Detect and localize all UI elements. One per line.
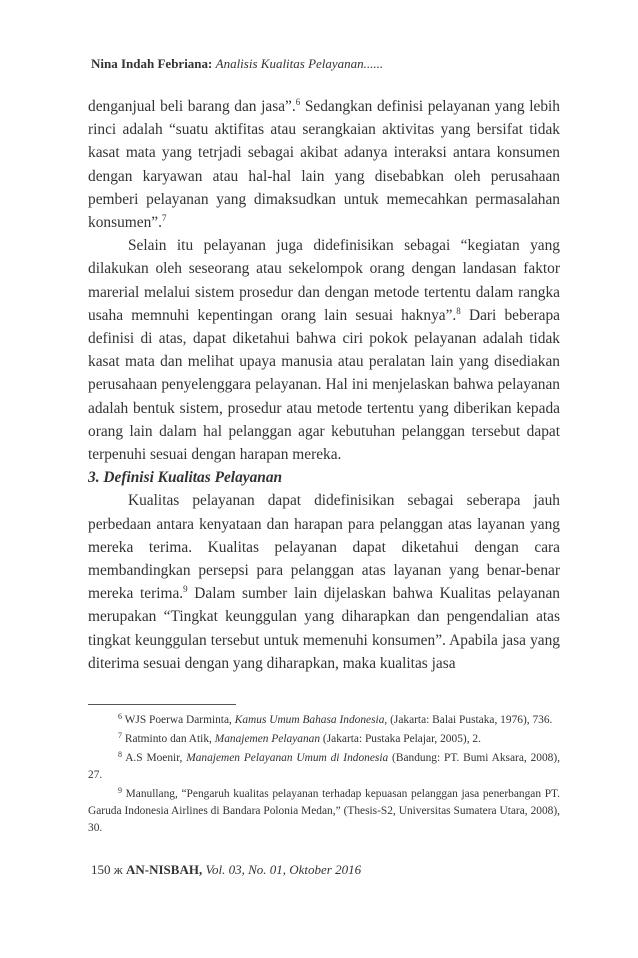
paragraph-3-text-a: Kualitas pelayanan dapat didefinisikan sebagai seberapa jauh perbedaan antara kenyataan dan harapan para pelanggan atas layanan yang mereka terima. Kualitas pelayanan dapat diketahui dengan cara membandingkan persepsi para pelanggan atas layanan yang benar-benar mereka terima. (88, 492, 560, 603)
footnote-9-number: 9 (118, 786, 122, 795)
footnote-9 (88, 786, 560, 837)
journal-name: AN-NISBAH, (125, 862, 203, 877)
footnote-8-text: A.S Moenir, (122, 752, 187, 764)
footnote-6-number: 6 (118, 712, 122, 721)
paragraph-1-text-a: denganjual beli barang dan jasa”. (88, 98, 296, 115)
paragraph-3-text-b: Dalam sumber lain dijelaskan bahwa Kualitas pelayanan merupakan “Tingkat keunggulan yang diharapkan dan pengendalian atas tingkat keunggulan tersebut untuk memenuhi konsumen”. Apabila jasa yang diterima sesuai dengan yang diharapkan, maka kualitas jasa (88, 585, 560, 672)
main-text (88, 95, 560, 675)
paragraph-2 (88, 234, 560, 466)
header-article-title: Analisis Kualitas Pelayanan...... (215, 56, 384, 71)
paragraph-2-text-b: Dari beberapa definisi di atas, dapat diketahui bahwa ciri pokok pelayanan adalah tidak kasat mata dan melihat upaya manusia atau peralatan lain yang disediakan perusahaan penyelenggara pelayanan. Hal ini menjelaskan bahwa pelayanan adalah bentuk sistem, prosedur atau metode tertentu yang diberikan kepada orang lain dalam hal pelanggan agar kebutuhan pelanggan tersebut dapat terpenuhi sesuai dengan harapan mereka. (88, 306, 561, 464)
footnote-6-source-title: Kamus Umum Bahasa Indonesia (234, 714, 385, 726)
footnote-7 (88, 731, 560, 748)
header-author: Nina Indah Febriana: (91, 56, 213, 71)
journal-issue: Vol. 03, No. 01, Oktober 2016 (205, 862, 362, 877)
page-footer (91, 862, 361, 878)
footnote-8 (88, 750, 560, 784)
footnote-6-details: , (Jakarta: Balai Pustaka, 1976), 736. (384, 714, 553, 726)
footnote-9-text: Manullang, “Pengaruh kualitas pelayanan terhadap kepuasan pelanggan jasa penerbangan PT. Garuda Indonesia Airlines di Bandara Polonia Medan,” (Thesis-S2, Universitas Sumatera Utara, 2008), 30. (88, 788, 560, 834)
footnote-6-text: WJS Poerwa Darminta, (122, 714, 235, 726)
footnote-8-source-title: Manajemen Pelayanan Umum di Indonesia (186, 752, 389, 764)
footnote-8-details: (Bandung: PT. Bumi Aksara, 2008), 27. (88, 752, 561, 781)
paragraph-2-text-a: Selain itu pelayanan juga didefinisikan sebagai “kegiatan yang dilakukan oleh seseorang atau sekelompok orang dengan landasan faktor marerial melalui sistem prosedur dan dengan metode tertentu dalam rangka usaha memnuhi kepentingan orang lain sesuai haknya”. (88, 237, 560, 324)
footnote-ref-7: 7 (161, 213, 167, 224)
footnote-7-number: 7 (118, 731, 122, 740)
footnote-ref-6: 6 (295, 97, 301, 107)
paragraph-1-text-b: Sedangkan definisi pelayanan yang lebih rinci adalah “suatu aktifitas atau serangkaian aktivitas yang bersifat tidak kasat mata yang tetrjadi sebagai akibat adanya interaksi antara konsumen dengan karyawan atau hal-hal lain yang disebabkan oleh perusahaan pemberi pelayanan yang dimaksudkan untuk memecahkan permasalahan konsumen”. (88, 98, 560, 232)
paragraph-3 (88, 489, 560, 675)
footnotes (88, 712, 560, 839)
paragraph-1 (88, 95, 560, 234)
footnote-7-text: Ratminto dan Atik, (122, 733, 215, 745)
footnote-7-source-title: Manajemen Pelayanan (214, 733, 321, 745)
page-number: 150 (91, 862, 111, 877)
footnote-8-number: 8 (118, 750, 122, 759)
section-heading: 3. Definisi Kualitas Pelayanan (88, 469, 283, 487)
footnote-6 (88, 712, 560, 729)
running-header (91, 56, 383, 72)
footer-separator: ж (113, 862, 123, 877)
footnote-ref-9: 9 (183, 584, 188, 595)
footnote-ref-8: 8 (456, 305, 461, 316)
footnote-7-details: (Jakarta: Pustaka Pelajar, 2005), 2. (320, 733, 481, 745)
footnote-divider (88, 704, 236, 705)
